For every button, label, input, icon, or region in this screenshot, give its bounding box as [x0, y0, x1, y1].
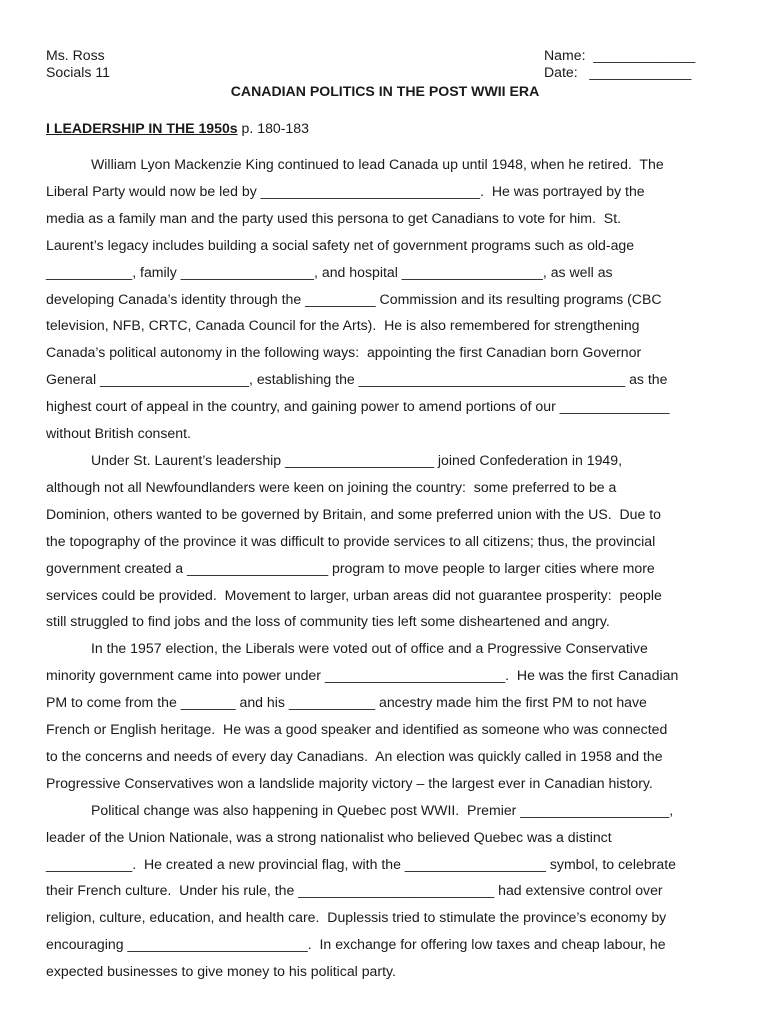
section-heading	[46, 120, 309, 137]
date-field[interactable]: Date: _____________	[544, 64, 692, 80]
text-line: although not all Newfoundlanders were keen on joining the country: some preferred to be a	[46, 478, 617, 495]
text-line: French or English heritage. He was a good speaker and identified as someone who was connected	[46, 721, 668, 738]
name-field[interactable]: Name: _____________	[544, 47, 696, 63]
text-line: Under St. Laurent’s leadership ___________________ joined Confederation in 1949,	[91, 451, 623, 468]
text-line: religion, culture, education, and health care. Duplessis tried to stimulate the province’s economy by	[46, 909, 667, 926]
text-line: the topography of the province it was difficult to provide services to all citizens; thus, the provincial	[46, 532, 656, 549]
text-line: Laurent’s legacy includes building a social safety net of government programs such as old-age	[46, 236, 635, 253]
text-line: General ___________________, establishing the __________________________________ as the	[46, 371, 668, 388]
section-title: I LEADERSHIP IN THE 1950s	[46, 120, 238, 136]
text-line: In the 1957 election, the Liberals were voted out of office and a Progressive Conservative	[91, 640, 648, 657]
text-line: William Lyon Mackenzie King continued to lead Canada up until 1948, when he retired. The	[91, 156, 664, 172]
teacher-course-block	[46, 47, 110, 81]
text-line: ___________. He created a new provincial flag, with the __________________ symbol, to celebrate	[46, 855, 676, 872]
page-title: CANADIAN POLITICS IN THE POST WWII ERA	[230, 83, 540, 99]
text-line: government created a __________________ program to move people to larger cities where more	[46, 559, 655, 576]
text-line: media as a family man and the party used this persona to get Canadians to vote for him. St.	[46, 209, 622, 226]
worksheet-body	[46, 151, 726, 985]
text-line: Dominion, others wanted to be governed by Britain, and some preferred union with the US. Due to	[46, 505, 661, 522]
text-line: to the concerns and needs of every day Canadians. An election was quickly called in 1958 and the	[46, 747, 663, 764]
text-line: developing Canada’s identity through the _________ Commission and its resulting programs (CBC	[46, 290, 662, 307]
text-line: encouraging _______________________. In exchange for offering low taxes and cheap labour, he	[46, 936, 666, 953]
text-line: without British consent.	[46, 425, 191, 442]
text-line: Liberal Party would now be led by ____________________________. He was portrayed by the	[46, 182, 645, 199]
section-pages: p. 180-183	[237, 120, 309, 136]
text-line: ___________, family _________________, and hospital __________________, as well as	[46, 263, 613, 280]
text-line: PM to come from the _______ and his ___________ ancestry made him the first PM to not have	[46, 694, 647, 711]
text-line: their French culture. Under his rule, the _________________________ had extensive control over	[46, 882, 663, 899]
text-line: television, NFB, CRTC, Canada Council for the Arts). He is also remembered for strengthening	[46, 317, 640, 334]
text-line: highest court of appeal in the country, and gaining power to amend portions of our ______________	[46, 398, 670, 415]
text-line: Canada’s political autonomy in the following ways: appointing the first Canadian born Governor	[46, 344, 642, 361]
text-line: leader of the Union Nationale, was a strong nationalist who believed Quebec was a distinct	[46, 828, 612, 845]
teacher-name: Ms. Ross	[46, 47, 105, 63]
text-line: Progressive Conservatives won a landslide majority victory – the largest ever in Canadian history.	[46, 774, 653, 791]
text-line: minority government came into power under _______________________. He was the first Canadian	[46, 667, 679, 684]
student-info-block	[544, 47, 695, 81]
course-name: Socials 11	[46, 64, 110, 80]
text-line: expected businesses to give money to his political party.	[46, 963, 396, 980]
text-line: Political change was also happening in Quebec post WWII. Premier ___________________,	[91, 801, 674, 818]
text-line: still struggled to find jobs and the loss of community ties left some disheartened and angry.	[46, 613, 610, 630]
text-line: services could be provided. Movement to larger, urban areas did not guarantee prosperity: people	[46, 586, 662, 603]
